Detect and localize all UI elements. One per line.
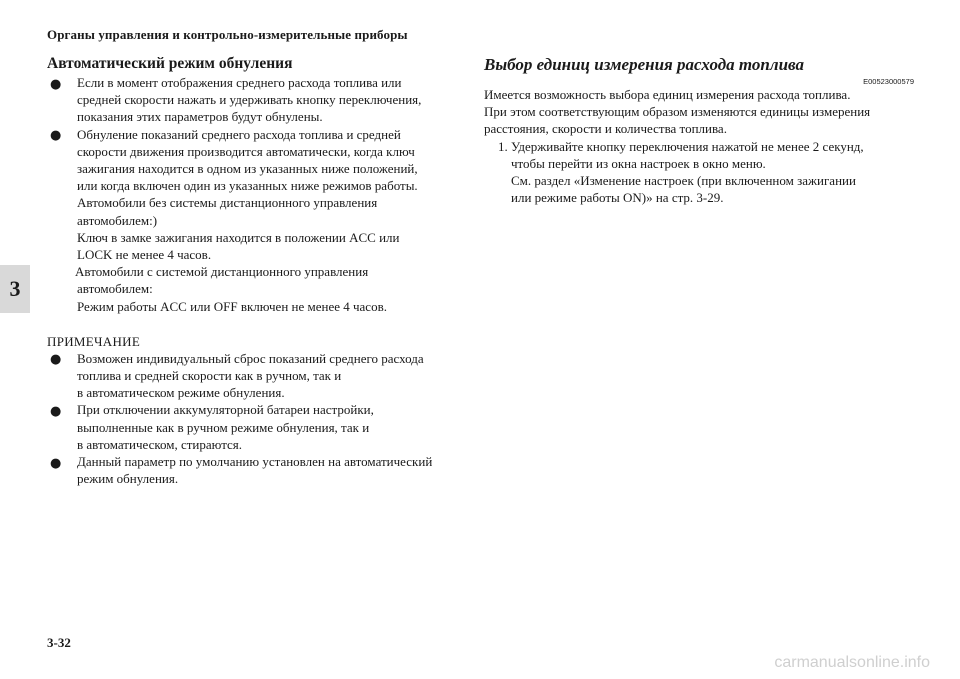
text-line: расстояния, скорости и количества топлива. xyxy=(484,121,727,137)
text-line: Возможен индивидуальный сброс показаний среднего расхода xyxy=(77,350,424,366)
bullet-dot-icon: ● xyxy=(50,128,62,144)
text-line: Ключ в замке зажигания находится в положении ACC или xyxy=(77,229,400,245)
note-item xyxy=(47,401,467,453)
text-line: показания этих параметров будут обнулены. xyxy=(77,109,323,125)
text-line: См. раздел «Изменение настроек (при включенном зажигании xyxy=(511,173,856,189)
text-line: зажигания находится в одном из указанных ниже положений, xyxy=(77,161,418,177)
text-line: в автоматическом, стираются. xyxy=(77,436,243,452)
section-heading-auto-reset: Автоматический режим обнуления xyxy=(47,55,293,72)
text-line: Автомобили без системы дистанционного управления xyxy=(77,195,378,211)
text-line: Режим работы ACC или OFF включен не менее 4 часов. xyxy=(77,298,387,314)
text-line: Обнуление показаний среднего расхода топлива и средней xyxy=(77,126,401,142)
text-line: автомобилем:) xyxy=(77,212,158,228)
note-heading: ПРИМЕЧАНИЕ xyxy=(47,333,141,349)
text-line: или когда включен один из указанных ниже режимов работы. xyxy=(77,178,418,194)
chapter-tab: 3 xyxy=(0,265,30,313)
text-line: Автомобили с системой дистанционного управления xyxy=(75,264,369,280)
note-item xyxy=(47,350,467,402)
section-heading-fuel-units: Выбор единиц измерения расхода топлива xyxy=(484,55,805,74)
text-line: в автоматическом режиме обнуления. xyxy=(77,385,285,401)
bullet-item xyxy=(47,126,467,195)
text-line: При отключении аккумуляторной батареи настройки, xyxy=(77,402,374,418)
text-line: Данный параметр по умолчанию установлен на автоматический xyxy=(77,454,433,470)
numbered-step: 1. Удерживайте кнопку переключения нажатой не менее 2 секунд, xyxy=(498,138,864,154)
section-code: E00523000579 xyxy=(863,77,914,86)
text-line: скорости движения производится автоматически, когда ключ xyxy=(77,143,415,159)
right-column xyxy=(484,54,914,206)
watermark: carmanualsonline.info xyxy=(774,654,930,671)
note-item xyxy=(47,453,467,487)
bullet-dot-icon: ● xyxy=(50,403,62,419)
text-line: средней скорости нажать и удерживать кнопку переключения, xyxy=(77,92,422,108)
text-line: При этом соответствующим образом изменяются единицы измерения xyxy=(484,104,871,120)
bullet-dot-icon: ● xyxy=(50,455,62,471)
text-line: чтобы перейти из окна настроек в окно меню. xyxy=(511,155,766,171)
text-line: топлива и средней скорости как в ручном, так и xyxy=(77,368,342,384)
text-line: LOCK не менее 4 часов. xyxy=(77,247,212,263)
bullet-item xyxy=(47,74,467,126)
left-column xyxy=(47,54,467,487)
text-line: или режиме работы ON)» на стр. 3-29. xyxy=(511,190,724,206)
text-line: Если в момент отображения среднего расхода топлива или xyxy=(77,75,402,90)
page-number: 3-32 xyxy=(47,635,71,650)
bullet-dot-icon: ● xyxy=(50,76,62,92)
bullet-dot-icon: ● xyxy=(50,352,62,368)
text-line: Имеется возможность выбора единиц измерения расхода топлива. xyxy=(484,87,851,102)
text-line: выполненные как в ручном режиме обнуления, так и xyxy=(77,419,370,435)
text-line: автомобилем: xyxy=(77,281,153,297)
running-header: Органы управления и контрольно-измерительные приборы xyxy=(47,27,408,42)
text-line: режим обнуления. xyxy=(77,471,179,487)
